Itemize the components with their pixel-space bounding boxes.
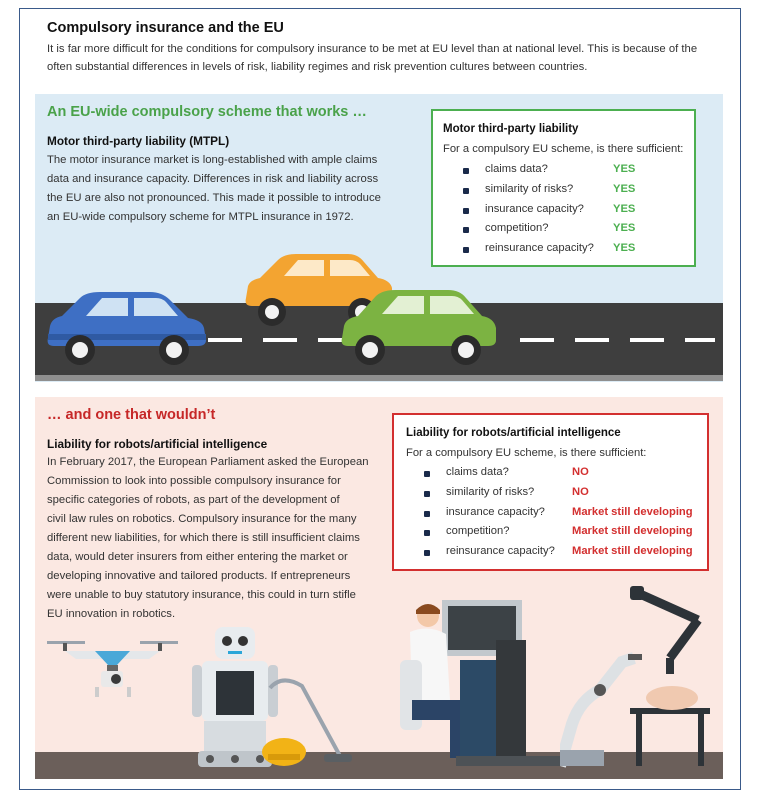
robotic-arm-icon: [560, 580, 720, 770]
row-value: YES: [613, 203, 636, 215]
section2-line: different new liabilities, for which there is still insufficient claims: [47, 532, 360, 544]
checklist-row: [424, 506, 704, 522]
section2-line: data, would deter insurers from either entering the market or: [47, 551, 348, 563]
robots-checklist-box: [392, 413, 709, 571]
bullet-icon: [463, 247, 469, 253]
bullet-icon: [424, 530, 430, 536]
bullet-icon: [463, 208, 469, 214]
checklist-row: [424, 486, 704, 502]
section1-line: an EU-wide compulsory scheme for MTPL insurance in 1972.: [47, 211, 354, 223]
vacuum-cleaner-icon: [262, 668, 357, 768]
row-value: YES: [613, 183, 636, 195]
checklist-row: [424, 525, 704, 541]
section2-heading: … and one that wouldn’t: [47, 407, 216, 423]
lane-dash: [520, 338, 554, 342]
robots-box-title: Liability for robots/artificial intelligence: [406, 427, 621, 439]
lane-dash: [263, 338, 297, 342]
bullet-icon: [424, 491, 430, 497]
row-label: competition?: [485, 222, 549, 234]
section2-line: specific categories of robots, as part of the development of: [47, 494, 340, 506]
section1-subheading: Motor third-party liability (MTPL): [47, 134, 230, 148]
row-label: reinsurance capacity?: [446, 545, 555, 557]
row-label: competition?: [446, 525, 510, 537]
lane-dash: [630, 338, 664, 342]
section2-line: In February 2017, the European Parliament asked the European: [47, 456, 369, 468]
row-label: insurance capacity?: [446, 506, 545, 518]
row-value: NO: [572, 466, 589, 478]
section1-paragraph: [47, 151, 381, 227]
mtpl-box-lead: For a compulsory EU scheme, is there sufficient:: [443, 143, 684, 155]
row-value: Market still developing: [572, 506, 693, 518]
bullet-icon: [424, 471, 430, 477]
checklist-row: [463, 163, 683, 179]
checklist-row: [463, 222, 683, 238]
row-value: YES: [613, 242, 636, 254]
bullet-icon: [463, 168, 469, 174]
checklist-row: [463, 242, 683, 258]
mtpl-checklist-box: [431, 109, 696, 267]
row-value: YES: [613, 222, 636, 234]
section2-line: EU innovation in robotics.: [47, 608, 176, 620]
section2-line: were unable to buy statutory insurance, this could in turn stifle: [47, 589, 356, 601]
bullet-icon: [424, 511, 430, 517]
row-label: similarity of risks?: [485, 183, 574, 195]
section2-subheading: Liability for robots/artificial intelligence: [47, 437, 268, 451]
section1-line: The motor insurance market is long-established with ample claims: [47, 154, 378, 166]
section2-line: developing innovative and tailored products. If entrepreneurs: [47, 570, 351, 582]
row-value: YES: [613, 163, 636, 175]
checklist-row: [424, 545, 704, 561]
row-label: reinsurance capacity?: [485, 242, 594, 254]
lane-dash: [685, 338, 715, 342]
lane-dash: [208, 338, 242, 342]
lane-dash: [575, 338, 609, 342]
page-intro: It is far more difficult for the conditions for compulsory insurance to be met at EU level than at national level. This is because of the often substantial differences in levels of risk, liability regimes and risk prevention cultures between countries.: [47, 43, 698, 73]
row-value: Market still developing: [572, 545, 693, 557]
section2-line: civil law rules on robotics. Compulsory insurance for the many: [47, 513, 357, 525]
section2-line: Commission to look into possible compulsory insurance for: [47, 475, 341, 487]
checklist-row: [424, 466, 704, 482]
row-label: insurance capacity?: [485, 203, 584, 215]
robots-box-lead: For a compulsory EU scheme, is there sufficient:: [406, 447, 647, 459]
mtpl-box-title: Motor third-party liability: [443, 123, 579, 135]
section1-line: the EU are also not pronounced. This made it possible to introduce: [47, 192, 381, 204]
bullet-icon: [463, 188, 469, 194]
surgeon-icon: [400, 600, 570, 768]
row-label: claims data?: [485, 163, 548, 175]
drone-icon: [45, 635, 180, 700]
bullet-icon: [463, 227, 469, 233]
row-value: Market still developing: [572, 525, 693, 537]
checklist-row: [463, 183, 683, 199]
page-title: Compulsory insurance and the EU: [47, 20, 284, 36]
row-label: similarity of risks?: [446, 486, 535, 498]
bullet-icon: [424, 550, 430, 556]
checklist-row: [463, 203, 683, 219]
green-car-icon: [336, 288, 501, 368]
blue-car-icon: [40, 288, 210, 368]
section2-paragraph: [47, 453, 369, 624]
section1-line: data and insurance capacity. Differences in risk and liability across: [47, 173, 379, 185]
road-edge: [35, 375, 723, 381]
row-value: NO: [572, 486, 589, 498]
section1-heading: An EU-wide compulsory scheme that works …: [47, 104, 367, 120]
row-label: claims data?: [446, 466, 509, 478]
